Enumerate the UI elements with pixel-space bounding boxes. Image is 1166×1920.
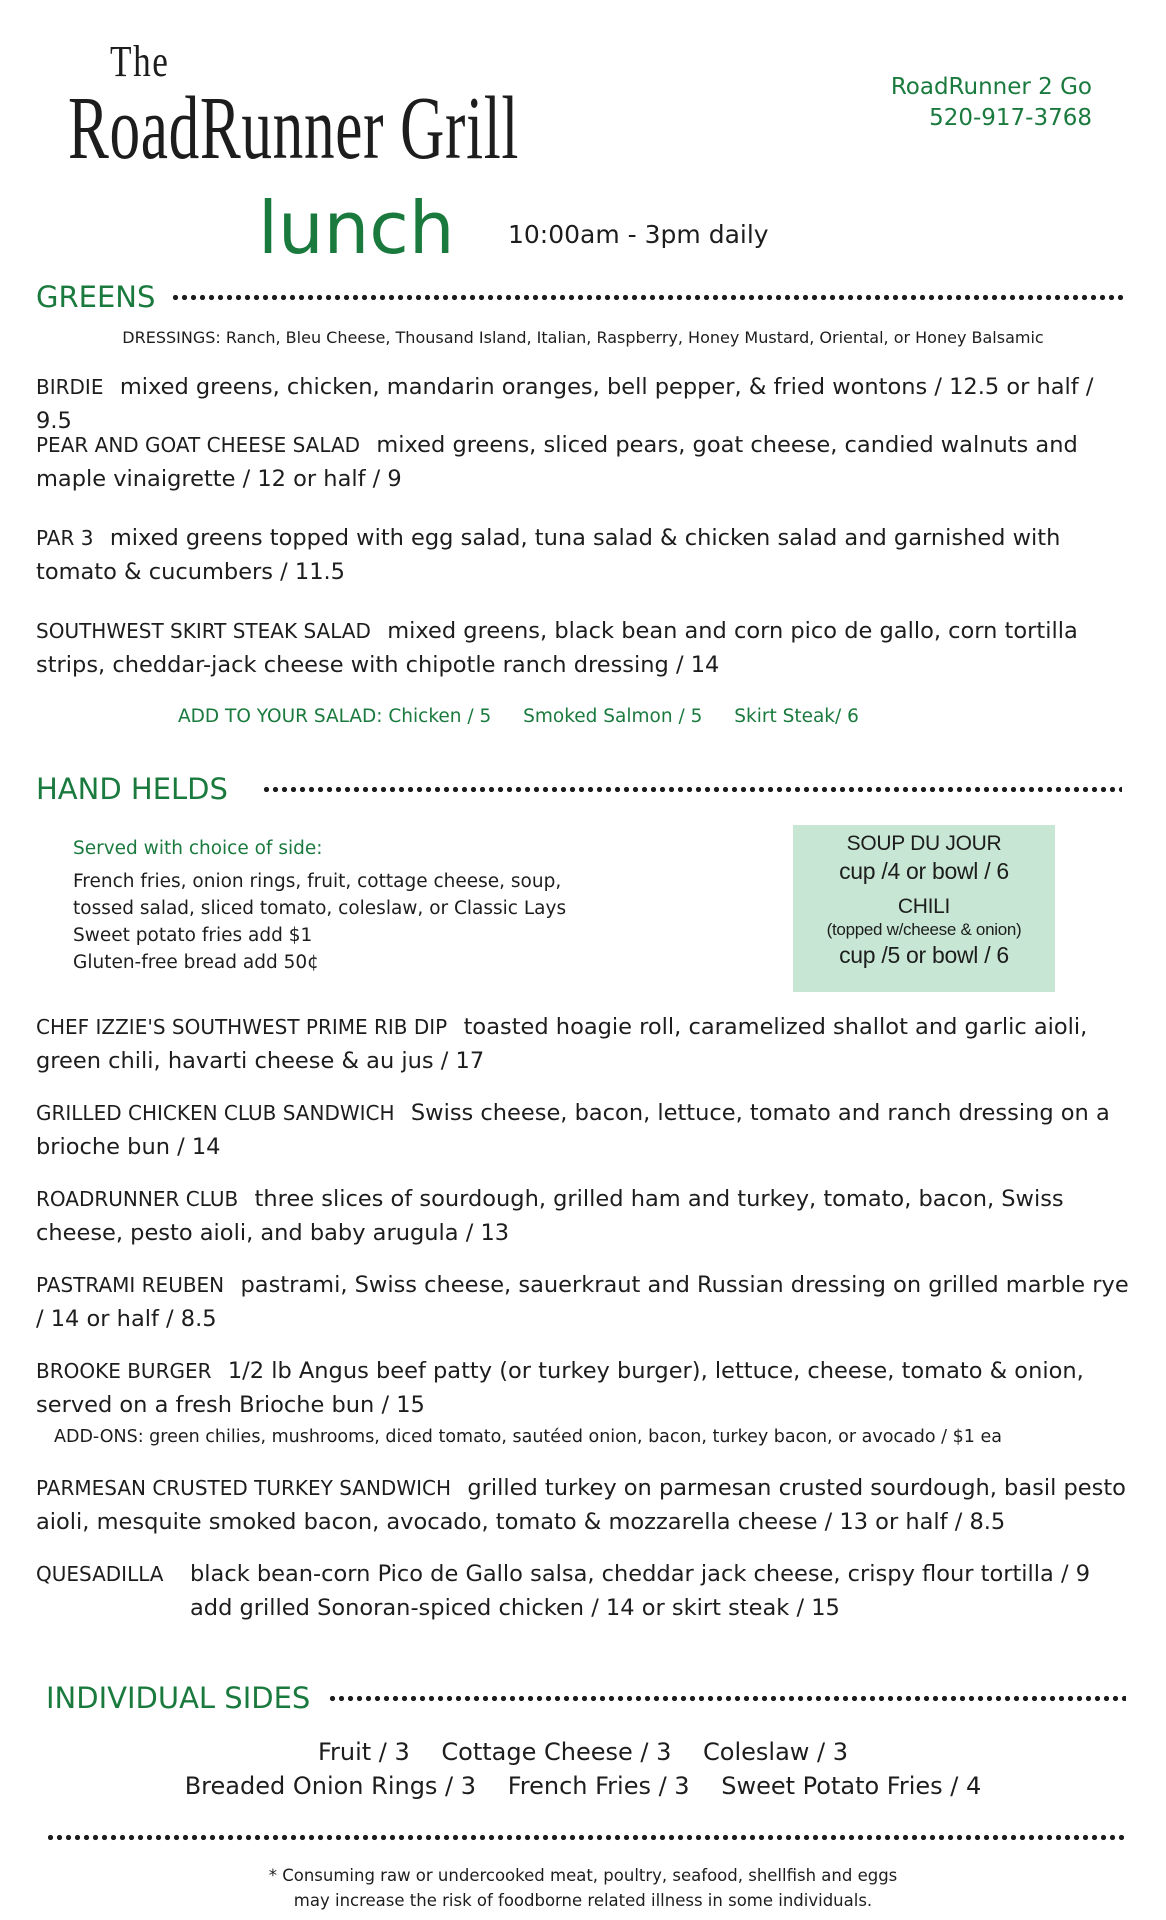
dotted-divider — [46, 1834, 1126, 1841]
served-line: Sweet potato fries add $1 — [73, 925, 313, 946]
served-line: French fries, onion rings, fruit, cottage cheese, soup, — [73, 871, 562, 892]
togo-name: RoadRunner 2 Go — [890, 74, 1092, 100]
served-sides — [73, 868, 566, 976]
quesadilla-line1: black bean-corn Pico de Gallo salsa, cheddar jack cheese, crispy flour tortilla / 9 — [190, 1561, 1091, 1587]
addon-steak: Skirt Steak/ 6 — [734, 706, 859, 727]
side-item: Cottage Cheese / 3 — [441, 1738, 672, 1766]
item-desc: grilled turkey on parmesan crusted sourdough, basil pesto aioli, mesquite smoked bacon, avocado, tomato & mozzarella cheese / 13 or half / 8.5 — [36, 1475, 1126, 1535]
togo-contact — [891, 72, 1092, 134]
item-name: PAR 3 — [36, 526, 94, 550]
hours: 10:00am - 3pm daily — [508, 220, 769, 249]
menu-item — [36, 1182, 1136, 1250]
sides-row — [0, 1769, 1166, 1803]
sides-heading — [46, 1681, 1126, 1715]
item-desc: 1/2 lb Angus beef patty (or turkey burger), lettuce, cheese, tomato & onion, served on a fresh Brioche bun / 15 — [36, 1358, 1084, 1418]
bottom-divider — [46, 1834, 1126, 1841]
salad-addons — [178, 706, 885, 727]
burger-addons: ADD-ONS: green chilies, mushrooms, diced tomato, sautéed onion, bacon, turkey bacon, or avocado / $1 ea — [54, 1427, 1002, 1447]
item-name: GRILLED CHICKEN CLUB SANDWICH — [36, 1101, 395, 1125]
warning-line: * Consuming raw or undercooked meat, poultry, seafood, shellfish and eggs — [268, 1866, 898, 1885]
item-desc — [190, 1557, 1090, 1625]
dotted-divider — [171, 294, 1126, 301]
chili-price: cup /5 or bowl / 6 — [839, 942, 1009, 968]
menu-item — [36, 1268, 1136, 1336]
item-name: PASTRAMI REUBEN — [36, 1273, 225, 1297]
greens-title: GREENS — [36, 280, 156, 314]
menu-item — [36, 1354, 1136, 1422]
soup-price: cup /4 or bowl / 6 — [839, 858, 1009, 884]
chili-note: (topped w/cheese & onion) — [826, 920, 1022, 939]
served-heading: Served with choice of side: — [73, 838, 323, 859]
restaurant-logo: RoadRunner Grill — [68, 79, 520, 178]
meal-title: lunch — [258, 186, 455, 270]
quesadilla-line2: add grilled Sonoran-spiced chicken / 14 or skirt steak / 15 — [190, 1595, 840, 1621]
menu-item — [36, 1010, 1136, 1078]
item-desc: mixed greens topped with egg salad, tuna salad & chicken salad and garnished with tomato & cucumbers / 11.5 — [36, 525, 1061, 585]
handhelds-heading — [36, 772, 1122, 806]
item-desc: three slices of sourdough, grilled ham and turkey, tomato, bacon, Swiss cheese, pesto aioli, and baby arugula / 13 — [36, 1186, 1064, 1246]
soup-chili-box — [793, 825, 1055, 992]
side-item: Coleslaw / 3 — [703, 1738, 849, 1766]
sides-title: INDIVIDUAL SIDES — [46, 1681, 311, 1715]
menu-item — [36, 428, 1136, 496]
addon-salmon: Smoked Salmon / 5 — [523, 706, 703, 727]
chili-title: CHILI — [897, 895, 951, 918]
served-line: tossed salad, sliced tomato, coleslaw, or Classic Lays — [73, 898, 567, 919]
item-name: ROADRUNNER CLUB — [36, 1187, 239, 1211]
item-desc: pastrami, Swiss cheese, sauerkraut and Russian dressing on grilled marble rye / 14 or half / 8.5 — [36, 1272, 1129, 1332]
item-name: SOUTHWEST SKIRT STEAK SALAD — [36, 619, 371, 643]
item-desc: mixed greens, black bean and corn pico de gallo, corn tortilla strips, cheddar-jack cheese with chipotle ranch dressing / 14 — [36, 618, 1078, 678]
dotted-divider — [328, 1695, 1126, 1702]
item-name: QUESADILLA — [36, 1562, 164, 1586]
item-desc: mixed greens, chicken, mandarin oranges, bell pepper, & fried wontons / 12.5 or half / 9.5 — [36, 374, 1094, 434]
side-item: French Fries / 3 — [507, 1772, 690, 1800]
addon-chicken: ADD TO YOUR SALAD: Chicken / 5 — [178, 706, 492, 727]
item-name: BROOKE BURGER — [36, 1359, 212, 1383]
item-name: BIRDIE — [36, 375, 104, 399]
item-name: PEAR AND GOAT CHEESE SALAD — [36, 433, 361, 457]
side-item: Fruit / 3 — [317, 1738, 410, 1766]
menu-item — [36, 614, 1136, 682]
handhelds-title: HAND HELDS — [36, 772, 228, 806]
warning-line: may increase the risk of foodborne related illness in some individuals. — [293, 1891, 873, 1910]
item-name: CHEF IZZIE'S SOUTHWEST PRIME RIB DIP — [36, 1015, 448, 1039]
item-desc: mixed greens, sliced pears, goat cheese, candied walnuts and maple vinaigrette / 12 or half / 9 — [36, 432, 1078, 492]
dotted-divider — [262, 786, 1122, 793]
menu-item — [36, 1096, 1136, 1164]
soup-title: SOUP DU JOUR — [846, 832, 1002, 855]
side-item: Breaded Onion Rings / 3 — [184, 1772, 477, 1800]
food-safety-warning — [0, 1863, 1166, 1913]
item-name: PARMESAN CRUSTED TURKEY SANDWICH — [36, 1476, 451, 1500]
sides-row — [0, 1735, 1166, 1769]
togo-phone[interactable]: 520-917-3768 — [929, 105, 1092, 131]
item-desc: Swiss cheese, bacon, lettuce, tomato and ranch dressing on a brioche bun / 14 — [36, 1100, 1110, 1160]
menu-item — [36, 521, 1136, 589]
served-line: Gluten-free bread add 50¢ — [73, 952, 319, 973]
side-item: Sweet Potato Fries / 4 — [721, 1772, 982, 1800]
logo-the: The — [110, 37, 170, 86]
menu-item-quesadilla — [36, 1557, 1090, 1625]
item-desc: toasted hoagie roll, caramelized shallot and garlic aioli, green chili, havarti cheese & au jus / 17 — [36, 1014, 1088, 1074]
greens-heading — [36, 280, 1126, 314]
dressings-note: DRESSINGS: Ranch, Bleu Cheese, Thousand Island, Italian, Raspberry, Honey Mustard, Oriental, or Honey Balsamic — [122, 328, 1044, 347]
menu-item — [36, 1471, 1136, 1539]
